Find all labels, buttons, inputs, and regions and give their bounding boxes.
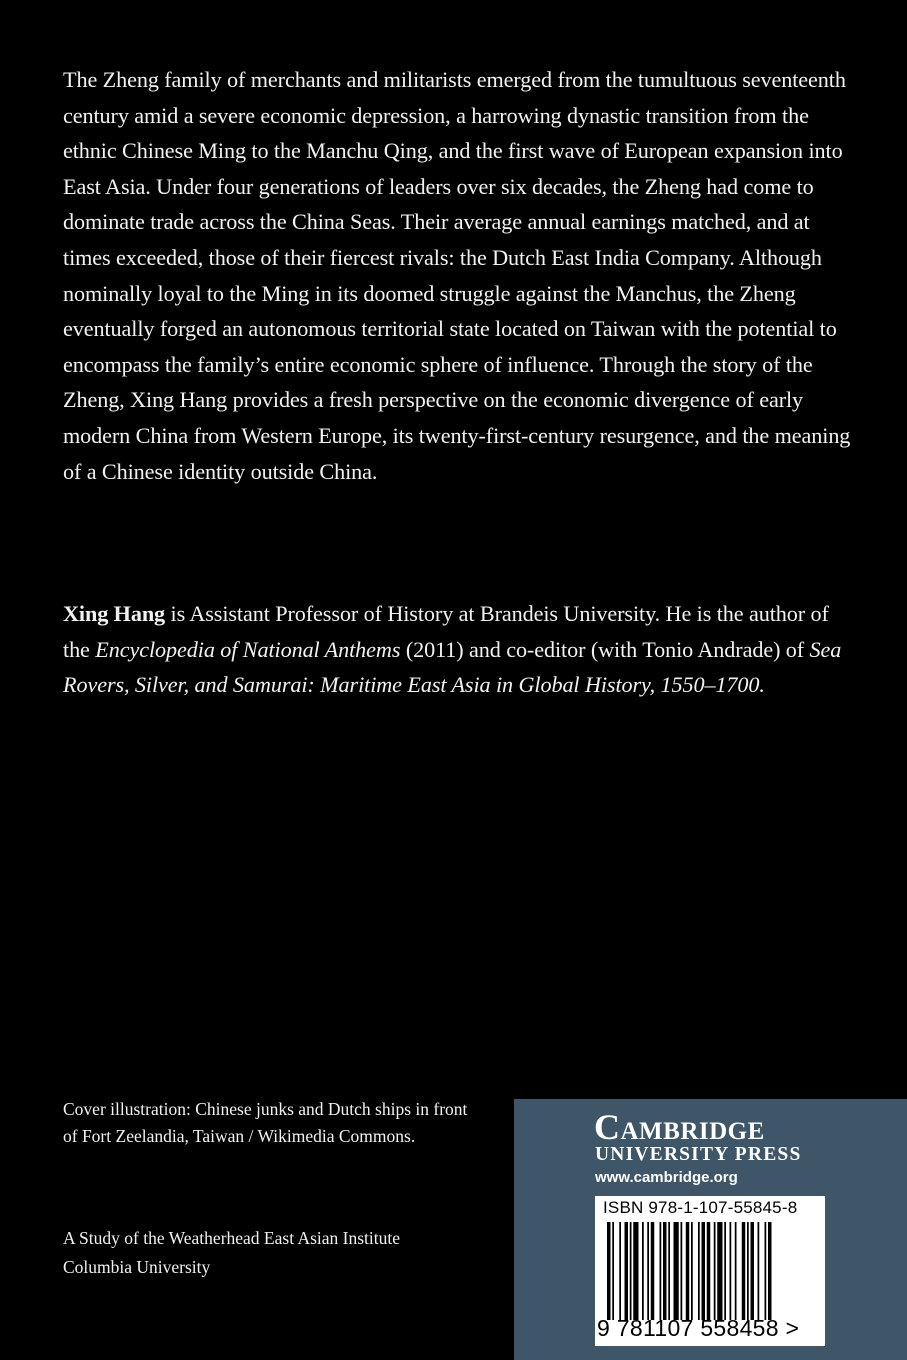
- publisher-url: www.cambridge.org: [595, 1169, 738, 1186]
- series-note: [63, 1224, 483, 1282]
- publisher-box: [514, 1099, 907, 1360]
- book-title-2: Sea Rovers, Silver, and Samurai: Maritime East Asia in Global History, 1550–1700.: [63, 636, 842, 698]
- barcode-digits: 9 781107 558458 >: [597, 1315, 800, 1341]
- publisher-subtitle: UNIVERSITY PRESS: [595, 1144, 802, 1165]
- cover-illustration-credit: Cover illustration: Chinese junks and Dutch ships in front of Fort Zeelandia, Taiwan / Wikimedia Commons.: [63, 1099, 468, 1146]
- back-cover-blurb: The Zheng family of merchants and militarists emerged from the tumultuous seventeenth century amid a severe economic depression, a harrowing dynastic transition from the ethnic Chinese Ming to the Manchu Qing, and the first wave of European expansion into East Asia. Under four generations of leaders over six decades, the Zheng had come to dominate trade across the China Seas. Their average annual earnings matched, and at times exceeded, those of their fiercest rivals: the Dutch East India Company. Although nominally loyal to the Ming in its doomed struggle against the Manchus, the Zheng eventually forged an autonomous territorial state located on Taiwan with the potential to encompass the family’s entire economic sphere of influence. Through the story of the Zheng, Xing Hang provides a fresh perspective on the economic divergence of early modern China from Western Europe, its twenty-first-century resurgence, and the meaning of a Chinese identity outside China.: [63, 67, 851, 484]
- isbn-label: ISBN 978-1-107-55845-8: [603, 1198, 798, 1217]
- book-title-1: Encyclopedia of National Anthems: [95, 636, 401, 662]
- series-line-2: Columbia University: [63, 1257, 211, 1277]
- publisher-logo: Cambridge: [594, 1107, 765, 1147]
- barcode-icon: [607, 1222, 817, 1320]
- barcode-panel: [595, 1196, 825, 1346]
- author-name: Xing Hang: [63, 601, 166, 626]
- series-line-1: A Study of the Weatherhead East Asian Institute: [63, 1228, 401, 1248]
- author-bio: Xing Hang is Assistant Professor of History at Brandeis University. He is the author of the Encyclopedia of National Anthems (2011) and co-editor (with Tonio Andrade) of Sea Rovers, Silver, and Samurai: Maritime East Asia in Global History, 1550–1700.: [63, 601, 842, 698]
